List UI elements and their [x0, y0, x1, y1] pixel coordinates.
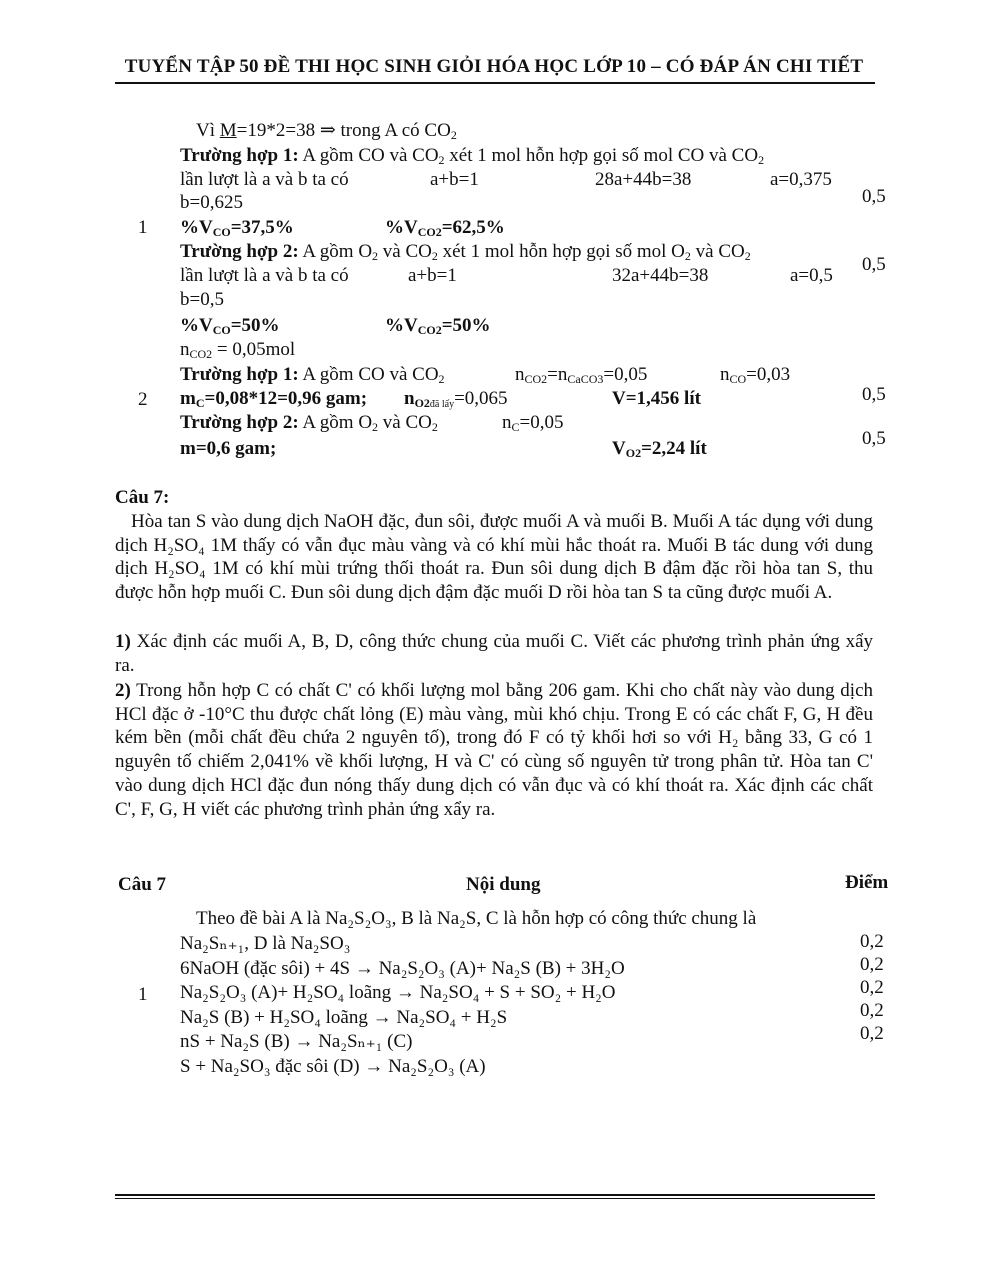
row-label: 1 [138, 984, 148, 1005]
solution-line: $m_C=0,08*12=0,96$ gam; [180, 388, 368, 410]
equation: a+b=1 [408, 265, 457, 286]
footer-rule-thin [115, 1198, 875, 1199]
answer-line: Na₂Sₙ₊₁, D là Na₂SO₃ [180, 933, 351, 954]
equation: $n_{O2đã lấy}=0,065$ [404, 388, 508, 410]
solution-line: $n_{CO2} = 0,05mol$ [180, 339, 296, 361]
equation: V=1,456 lít [612, 388, 701, 409]
score: 0,2 [860, 977, 884, 998]
score: 0,2 [860, 1023, 884, 1044]
equation: $n_{CO}=0,03$ [720, 364, 791, 386]
score: 0,2 [860, 954, 884, 975]
answer-line: 6NaOH (đặc sôi) + 4S → Na₂S₂O₃ (A)+ Na₂S (B) + 3H₂O [180, 958, 625, 979]
equation: a+b=1 [430, 169, 479, 190]
row-label: 1 [138, 217, 148, 238]
solution-line: m=0,6 gam; [180, 438, 277, 459]
footer-rule [115, 1194, 875, 1196]
equation: a=0,5 [790, 265, 833, 286]
equation: 32a+44b=38 [612, 265, 709, 286]
score: 0,2 [860, 1000, 884, 1021]
answer-line: nS + Na₂S (B) → Na₂Sₙ₊₁ (C) [180, 1031, 413, 1052]
solution-line: Trường hợp 2: A gồm $O_2$ và $CO_2$ xét 1 mol hỗn hợp gọi số mol $O_2$ và $CO_2$ [180, 241, 751, 263]
answer-line: Theo đề bài A là Na₂S₂O₃, B là Na₂S, C là hỗn hợp có công thức chung là [196, 908, 757, 929]
solution-line: lần lượt là a và b ta có [180, 265, 349, 286]
score: 0,5 [862, 186, 886, 207]
header-rule [115, 82, 875, 84]
solution-line: b=0,5 [180, 289, 224, 310]
solution-line: Trường hợp 2: A gồm $O_2$ và $CO_2$ [180, 412, 438, 434]
equation: 28a+44b=38 [595, 169, 692, 190]
question-part-2: 2) Trong hỗn hợp C có chất C' có khối lượng mol bằng 206 gam. Khi cho chất này vào dung dịch HCl đặc ở -10°C thu được chất lỏng (E) màu vàng, mùi khó chịu. Trong E có các chất F, G, H đều kém bền (mỗi chất đều chứa 2 nguyên tố), trong đó F có tỷ khối hơi so với H₂ bằng 33, G có 1 nguyên tố chiếm 2,041% về khối lượng, H và C' có cùng số nguyên tử trong phân tử. Hòa tan C' vào dung dịch HCl đặc đun nóng thấy dung dịch có vẫn đục và có khí thoát ra. Xác định các chất C', F, G, H viết các phương trình phản ứng xẩy ra. [115, 680, 873, 820]
page-header: TUYỂN TẬP 50 ĐỀ THI HỌC SINH GIỎI HÓA HỌC LỚP 10 – CÓ ĐÁP ÁN CHI TIẾT [124, 56, 864, 77]
solution-line: Trường hợp 1: A gồm CO và $CO_2$ xét 1 mol hỗn hợp gọi số mol CO và $CO_2$ [180, 145, 765, 167]
solution-line: b=0,625 [180, 192, 243, 213]
solution-line: lần lượt là a và b ta có [180, 169, 349, 190]
equation: $n_{CO2}=n_{CaCO3}=0,05$ [515, 364, 648, 386]
equation: a=0,375 [770, 169, 832, 190]
solution-line: $\%V_{CO2}=62,5\%$ [385, 217, 505, 239]
score: 0,5 [862, 384, 886, 405]
score: 0,5 [862, 254, 886, 275]
answer-line: Na₂S₂O₃ (A)+ H₂SO₄ loãng → Na₂SO₄ + S + SO₂ + H₂O [180, 982, 616, 1003]
question-intro: Hòa tan S vào dung dịch NaOH đặc, đun sôi, được muối A và muối B. Muối A tác dụng với dung dịch H₂SO₄ 1M thấy có vẫn đục màu vàng và có khí mùi hắc thoát ra. Muối B tác dung với dung dịch H₂SO₄ 1M có khí mùi trứng thối thoát ra. Đun sôi dung dịch B đậm đặc rồi hòa tan S, thu được hỗn hợp muối C. Đun sôi dung dịch đậm đặc muối D rồi hòa tan S ta cũng được muối A. [115, 511, 873, 604]
solution-line: $\%V_{CO}=50\%$ [180, 315, 280, 337]
score: 0,2 [860, 931, 884, 952]
equation: $V_{O2}=2,24$ lít [612, 438, 707, 460]
answer-line: S + Na₂SO₃ đặc sôi (D) → Na₂S₂O₃ (A) [180, 1056, 486, 1077]
col-header-content: Nội dung [466, 874, 541, 895]
solution-line: $\%V_{CO2}=50\%$ [385, 315, 491, 337]
col-header-score: Điểm [845, 872, 889, 893]
score: 0,5 [862, 428, 886, 449]
solution-line: Trường hợp 1: A gồm CO và $CO_2$ [180, 364, 445, 386]
col-header-question: Câu 7 [118, 874, 167, 895]
row-label: 2 [138, 389, 148, 410]
equation: $n_C=0,05$ [502, 412, 564, 434]
question-part-1: 1) Xác định các muối A, B, D, công thức chung của muối C. Viết các phương trình phản ứng xẩy ra. [115, 631, 873, 676]
solution-line: $\%V_{CO}=37,5\%$ [180, 217, 294, 239]
solution-line: Vì M=19*2=38 ⇒ trong A có $CO_2$ [196, 120, 457, 142]
question-title: Câu 7: [115, 487, 170, 508]
answer-line: Na₂S (B) + H₂SO₄ loãng → Na₂SO₄ + H₂S [180, 1007, 508, 1028]
